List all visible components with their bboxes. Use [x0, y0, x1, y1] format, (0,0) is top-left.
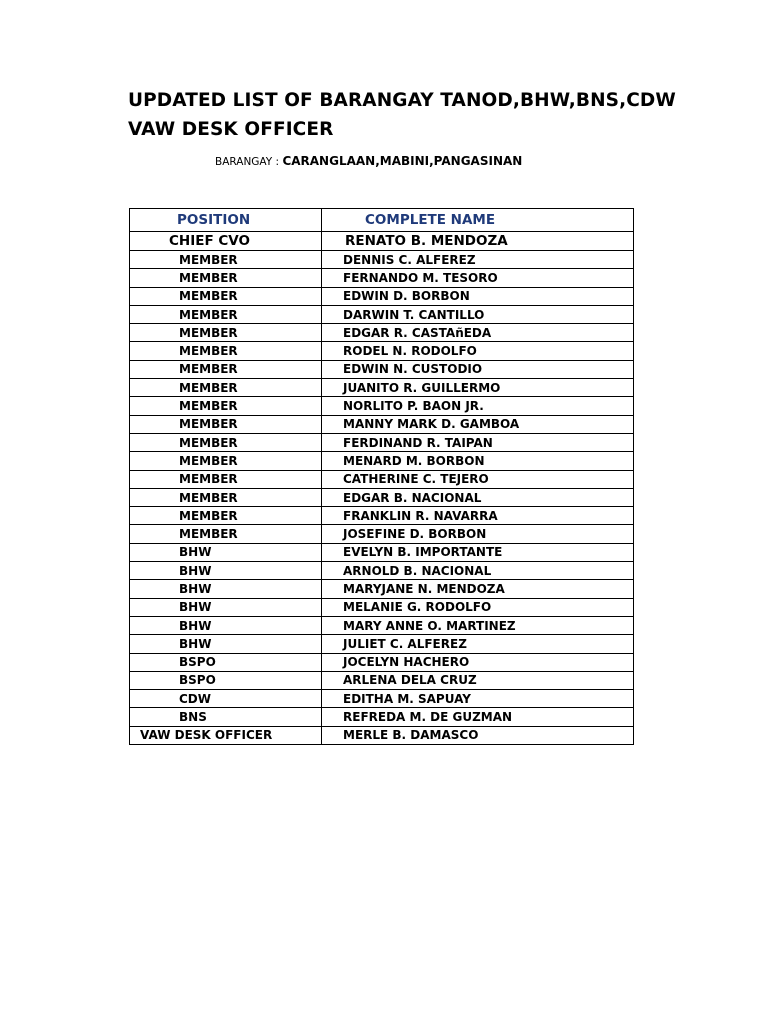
- table-row: [130, 671, 634, 689]
- table-row: [130, 653, 634, 671]
- position-cell: MEMBER: [130, 360, 322, 378]
- title-line-1: UPDATED LIST OF BARANGAY TANOD,BHW,BNS,CDW: [128, 90, 676, 111]
- position-cell: BHW: [130, 598, 322, 616]
- name-cell: MARY ANNE O. MARTINEZ: [322, 616, 634, 634]
- name-cell: FRANKLIN R. NAVARRA: [322, 507, 634, 525]
- table-row: [130, 690, 634, 708]
- table-row: [130, 360, 634, 378]
- table-row: [130, 598, 634, 616]
- position-cell: MEMBER: [130, 525, 322, 543]
- table-row: [130, 580, 634, 598]
- name-cell: MELANIE G. RODOLFO: [322, 598, 634, 616]
- name-cell: EDWIN N. CUSTODIO: [322, 360, 634, 378]
- table-row: [130, 525, 634, 543]
- table-row: [130, 379, 634, 397]
- position-cell: MEMBER: [130, 507, 322, 525]
- name-cell: MANNY MARK D. GAMBOA: [322, 415, 634, 433]
- position-cell: BHW: [130, 543, 322, 561]
- table-row: [130, 708, 634, 726]
- position-cell: BHW: [130, 635, 322, 653]
- name-cell: MERLE B. DAMASCO: [322, 726, 634, 744]
- position-cell: MEMBER: [130, 379, 322, 397]
- position-cell: MEMBER: [130, 397, 322, 415]
- table-row: [130, 726, 634, 744]
- position-cell: MEMBER: [130, 305, 322, 323]
- name-cell: FERDINAND R. TAIPAN: [322, 433, 634, 451]
- barangay-value: CARANGLAAN,MABINI,PANGASINAN: [282, 154, 523, 168]
- position-cell: MEMBER: [130, 415, 322, 433]
- name-cell: RENATO B. MENDOZA: [322, 232, 634, 251]
- position-cell: MEMBER: [130, 342, 322, 360]
- table-header-row: [130, 209, 634, 232]
- position-cell: MEMBER: [130, 269, 322, 287]
- position-cell: BNS: [130, 708, 322, 726]
- table-row: [130, 269, 634, 287]
- name-cell: EDGAR R. CASTAñEDA: [322, 324, 634, 342]
- position-cell: MEMBER: [130, 324, 322, 342]
- position-cell: BHW: [130, 580, 322, 598]
- column-header-name: COMPLETE NAME: [322, 209, 634, 232]
- table-row: [130, 305, 634, 323]
- position-cell: MEMBER: [130, 488, 322, 506]
- name-cell: EVELYN B. IMPORTANTE: [322, 543, 634, 561]
- position-cell: CHIEF CVO: [130, 232, 322, 251]
- chief-row: [130, 232, 634, 251]
- name-cell: RODEL N. RODOLFO: [322, 342, 634, 360]
- table-row: [130, 397, 634, 415]
- table-row: [130, 470, 634, 488]
- position-cell: MEMBER: [130, 433, 322, 451]
- position-cell: BHW: [130, 616, 322, 634]
- position-cell: VAW DESK OFFICER: [130, 726, 322, 744]
- position-cell: MEMBER: [130, 452, 322, 470]
- table-row: [130, 562, 634, 580]
- table-row: [130, 488, 634, 506]
- position-cell: CDW: [130, 690, 322, 708]
- table-row: [130, 415, 634, 433]
- table-row: [130, 251, 634, 269]
- name-cell: JOSEFINE D. BORBON: [322, 525, 634, 543]
- name-cell: NORLITO P. BAON JR.: [322, 397, 634, 415]
- title-line-2: VAW DESK OFFICER: [128, 119, 334, 140]
- name-cell: ARLENA DELA CRUZ: [322, 671, 634, 689]
- table-row: [130, 543, 634, 561]
- roster-table: [129, 208, 634, 745]
- document-title: [128, 86, 688, 144]
- name-cell: MARYJANE N. MENDOZA: [322, 580, 634, 598]
- table-row: [130, 635, 634, 653]
- table-row: [130, 324, 634, 342]
- position-cell: BSPO: [130, 653, 322, 671]
- name-cell: JOCELYN HACHERO: [322, 653, 634, 671]
- name-cell: ARNOLD B. NACIONAL: [322, 562, 634, 580]
- name-cell: MENARD M. BORBON: [322, 452, 634, 470]
- table-row: [130, 507, 634, 525]
- table-row: [130, 342, 634, 360]
- position-cell: MEMBER: [130, 251, 322, 269]
- name-cell: FERNANDO M. TESORO: [322, 269, 634, 287]
- name-cell: EDWIN D. BORBON: [322, 287, 634, 305]
- table-row: [130, 616, 634, 634]
- position-cell: MEMBER: [130, 287, 322, 305]
- name-cell: DENNIS C. ALFEREZ: [322, 251, 634, 269]
- barangay-label: BARANGAY :: [215, 156, 283, 168]
- table-row: [130, 287, 634, 305]
- position-cell: BSPO: [130, 671, 322, 689]
- name-cell: DARWIN T. CANTILLO: [322, 305, 634, 323]
- name-cell: EDGAR B. NACIONAL: [322, 488, 634, 506]
- name-cell: JULIET C. ALFEREZ: [322, 635, 634, 653]
- name-cell: CATHERINE C. TEJERO: [322, 470, 634, 488]
- column-header-position: POSITION: [130, 209, 322, 232]
- name-cell: JUANITO R. GUILLERMO: [322, 379, 634, 397]
- table-row: [130, 452, 634, 470]
- barangay-line: [215, 154, 522, 168]
- position-cell: MEMBER: [130, 470, 322, 488]
- name-cell: REFREDA M. DE GUZMAN: [322, 708, 634, 726]
- position-cell: BHW: [130, 562, 322, 580]
- table-row: [130, 433, 634, 451]
- name-cell: EDITHA M. SAPUAY: [322, 690, 634, 708]
